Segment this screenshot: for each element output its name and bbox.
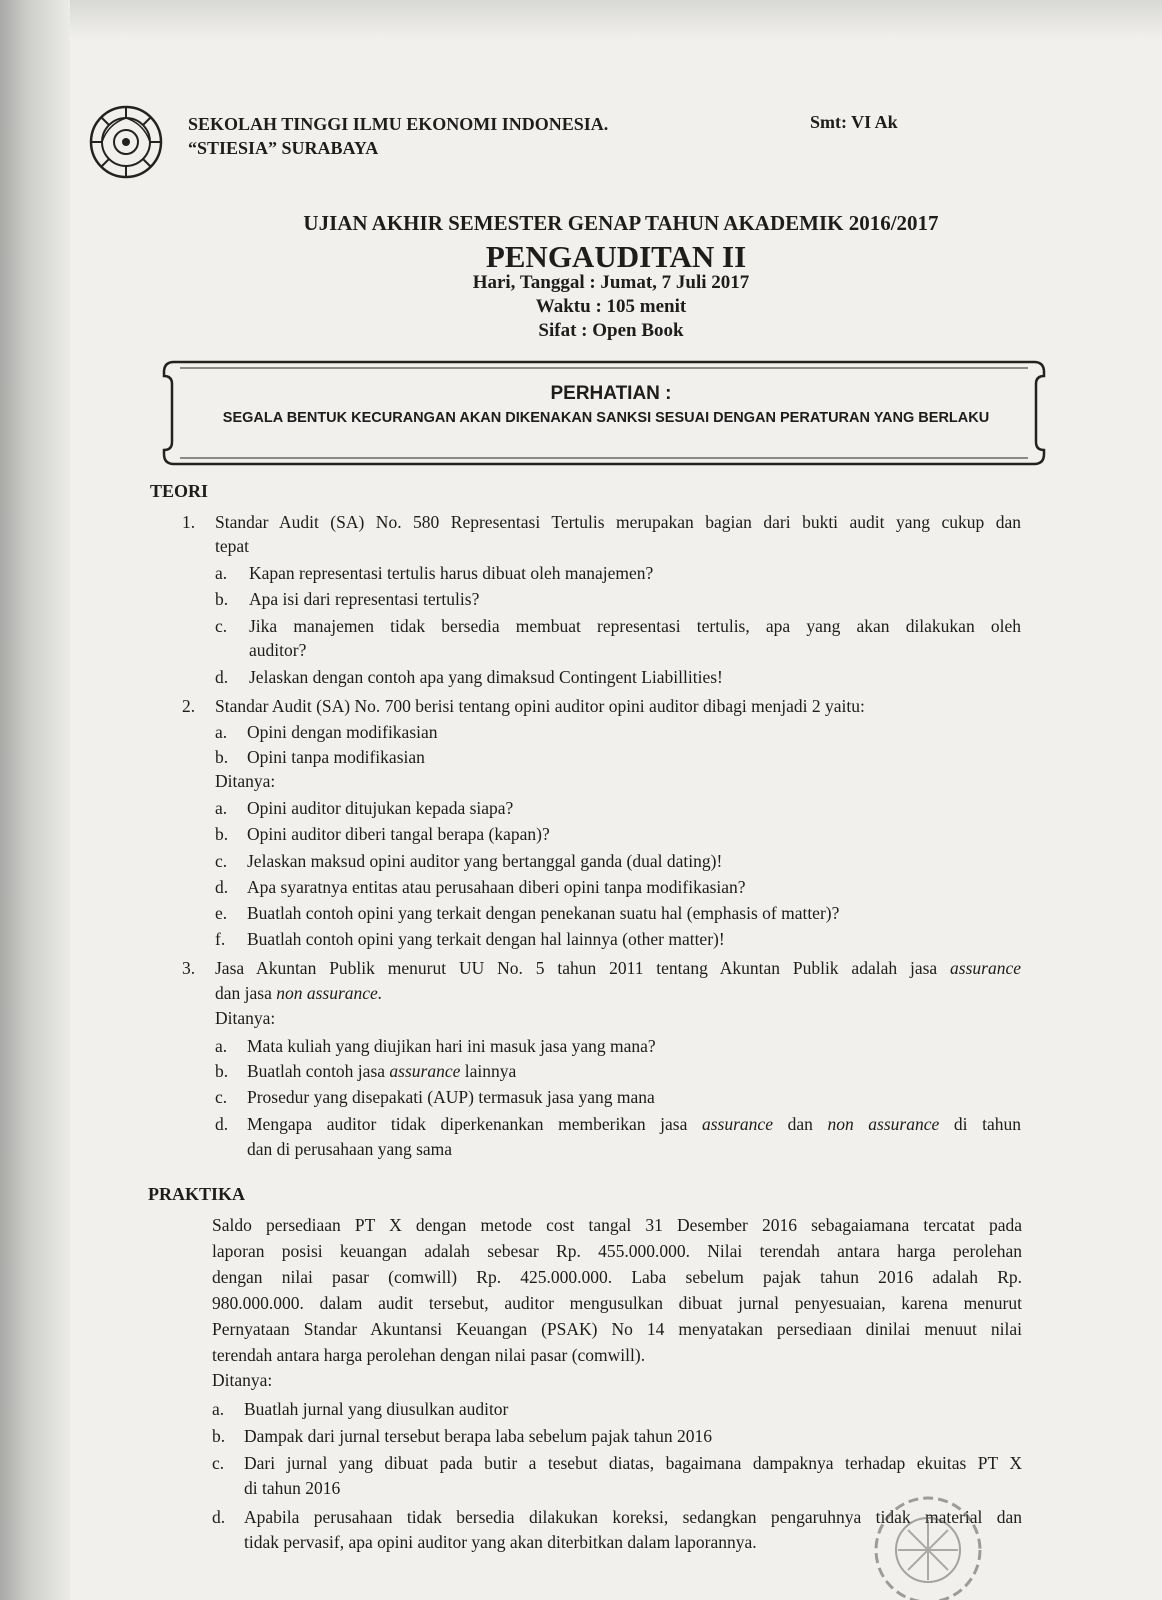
- q2-letter-a: a.: [215, 722, 228, 742]
- praktika-letter-d: d.: [212, 1507, 226, 1527]
- q1-item-b: Apa isi dari representasi tertulis?: [249, 589, 480, 609]
- q3-text-1a: Jasa Akuntan Publik menurut UU No. 5 tahun 2011 tentang Akuntan Publik adalah jasa: [215, 958, 951, 978]
- q2-letter-qf: f.: [215, 929, 226, 949]
- q2-question-d: Apa syaratnya entitas atau perusahaan diberi opini tanpa modifikasian?: [247, 877, 746, 897]
- q1-text-line2: tepat: [215, 536, 250, 556]
- q1-letter-c: c.: [215, 616, 228, 636]
- q1-text-line1: Standar Audit (SA) No. 580 Representasi Tertulis merupakan bagian dari bukti audit yang cukup dan: [215, 512, 1021, 532]
- institution-line-1: SEKOLAH TINGGI ILMU EKONOMI INDONESIA.: [188, 114, 609, 134]
- q1-number: 1.: [182, 512, 196, 532]
- q3-item-b-em: assurance: [389, 1061, 461, 1081]
- notice-title: PERHATIAN :: [550, 383, 672, 404]
- praktika-item-a: Buatlah jurnal yang diusulkan auditor: [244, 1399, 509, 1419]
- institution-name: [188, 112, 608, 160]
- stamp-seal: [858, 1480, 988, 1600]
- q2-question-c: Jelaskan maksud opini auditor yang bertanggal ganda (dual dating)!: [247, 851, 723, 871]
- q3-text-line2: [215, 981, 382, 1005]
- q2-number: 2.: [182, 696, 196, 716]
- q3-item-d-mid: dan: [772, 1114, 828, 1134]
- q2-letter-qd: d.: [215, 877, 229, 897]
- praktika-letter-a: a.: [212, 1399, 225, 1419]
- q2-letter-qb: b.: [215, 824, 229, 844]
- q3-text-2b: non assurance.: [276, 983, 383, 1003]
- praktika-item-c-line2: di tahun 2016: [244, 1478, 341, 1498]
- q2-ditanya: Ditanya:: [215, 771, 276, 791]
- praktika-item-d-line2: tidak pervasif, apa opini auditor yang akan diterbitkan dalam laporannya.: [244, 1532, 757, 1552]
- q3-item-d-post: di tahun: [939, 1114, 1021, 1134]
- q3-letter-b: b.: [215, 1061, 229, 1081]
- praktika-item-c-line1: Dari jurnal yang dibuat pada butir a tesebut diatas, bagaimana dampaknya terhadap ekuitas PT X: [244, 1453, 1022, 1473]
- q1-item-a: Kapan representasi tertulis harus dibuat oleh manajemen?: [249, 563, 654, 583]
- q2-letter-b: b.: [215, 747, 229, 767]
- q3-item-b: [247, 1059, 516, 1083]
- q3-item-d-pre: Mengapa auditor tidak diperkenankan memberikan jasa: [247, 1114, 702, 1134]
- q2-letter-qc: c.: [215, 851, 228, 871]
- q3-text-1b: assurance: [950, 958, 1021, 978]
- q3-number: 3.: [182, 958, 196, 978]
- q2-letter-qa: a.: [215, 798, 228, 818]
- section-praktika: PRAKTIKA: [148, 1184, 246, 1204]
- praktika-line-1: Saldo persediaan PT X dengan metode cost tangal 31 Desember 2016 sebagaiamana tercatat pada: [212, 1215, 1022, 1235]
- praktika-ditanya: Ditanya:: [212, 1370, 273, 1390]
- q1-letter-d: d.: [215, 667, 229, 687]
- praktika-line-6: terendah antara harga perolehan dengan nilai pasar (comwill).: [212, 1345, 646, 1365]
- semester-label: Smt: VI Ak: [810, 112, 898, 132]
- q2-question-f: Buatlah contoh opini yang terkait dengan hal lainnya (other matter)!: [247, 929, 725, 949]
- q1-item-d: Jelaskan dengan contoh apa yang dimaksud Contingent Liabillities!: [249, 667, 723, 687]
- exam-title: UJIAN AKHIR SEMESTER GENAP TAHUN AKADEMIK 2016/2017: [303, 211, 939, 235]
- q3-item-b-pre: Buatlah contoh jasa: [247, 1061, 390, 1081]
- q1-item-c-line1: Jika manajemen tidak bersedia membuat representasi tertulis, apa yang akan dilakukan oleh: [249, 616, 1021, 636]
- q3-ditanya: Ditanya:: [215, 1008, 276, 1028]
- scan-shadow-top: [0, 0, 1162, 40]
- praktika-letter-c: c.: [212, 1453, 225, 1473]
- q3-item-d-line1: [247, 1112, 1021, 1136]
- q2-question-b: Opini auditor diberi tangal berapa (kapan)?: [247, 824, 550, 844]
- institution-logo: [88, 104, 164, 180]
- exam-date: Hari, Tanggal : Jumat, 7 Juli 2017: [472, 272, 750, 293]
- q2-question-e: Buatlah contoh opini yang terkait dengan penekanan suatu hal (emphasis of matter)?: [247, 903, 840, 923]
- praktika-letter-b: b.: [212, 1426, 226, 1446]
- q2-option-b: Opini tanpa modifikasian: [247, 747, 425, 767]
- praktika-item-d-line1: Apabila perusahaan tidak bersedia dilakukan koreksi, sedangkan pengaruhnya tidak material dan: [244, 1507, 1022, 1527]
- q3-letter-a: a.: [215, 1036, 228, 1056]
- q3-item-d-em1: assurance: [702, 1114, 773, 1134]
- q2-letter-qe: e.: [215, 903, 228, 923]
- praktika-item-b: Dampak dari jurnal tersebut berapa laba sebelum pajak tahun 2016: [244, 1426, 712, 1446]
- q3-letter-d: d.: [215, 1114, 229, 1134]
- q3-text-line1: [215, 956, 1021, 980]
- q3-item-d-em2: non assurance: [827, 1114, 940, 1134]
- q2-option-a: Opini dengan modifikasian: [247, 722, 438, 742]
- q1-letter-b: b.: [215, 589, 229, 609]
- exam-duration: Waktu : 105 menit: [535, 296, 687, 317]
- course-title: PENGAUDITAN II: [485, 239, 747, 274]
- section-teori: TEORI: [150, 481, 209, 501]
- q3-item-d-line2: dan di perusahaan yang sama: [247, 1139, 453, 1159]
- q3-item-c: Prosedur yang disepakati (AUP) termasuk jasa yang mana: [247, 1087, 655, 1107]
- q3-text-2a: dan jasa: [215, 983, 277, 1003]
- institution-line-2: “STIESIA” SURABAYA: [188, 138, 379, 158]
- q3-item-b-post: lainnya: [460, 1061, 517, 1081]
- q3-item-a: Mata kuliah yang diujikan hari ini masuk jasa yang mana?: [247, 1036, 656, 1056]
- praktika-line-5: Pernyataan Standar Akuntansi Keuangan (PSAK) No 14 menyatakan persediaan dinilai menuut nilai: [212, 1319, 1022, 1339]
- q3-letter-c: c.: [215, 1087, 228, 1107]
- praktika-line-3: dengan nilai pasar (comwill) Rp. 425.000.000. Laba sebelum pajak tahun 2016 adalah Rp.: [212, 1267, 1022, 1287]
- praktika-line-2: laporan posisi keuangan adalah sebesar Rp. 455.000.000. Nilai terendah antara harga perolehan: [212, 1241, 1022, 1261]
- q2-text: Standar Audit (SA) No. 700 berisi tentang opini auditor opini auditor dibagi menjadi 2 yaitu:: [215, 696, 865, 716]
- q1-letter-a: a.: [215, 563, 228, 583]
- q2-question-a: Opini auditor ditujukan kepada siapa?: [247, 798, 514, 818]
- praktika-line-4: 980.000.000. dalam audit tersebut, auditor mengusulkan dibuat jurnal penyesuaian, karena menurut: [212, 1293, 1022, 1313]
- exam-nature: Sifat : Open Book: [538, 320, 684, 341]
- notice-body: SEGALA BENTUK KECURANGAN AKAN DIKENAKAN SANKSI SESUAI DENGAN PERATURAN YANG BERLAKU: [222, 410, 990, 426]
- q1-item-c-line2: auditor?: [249, 640, 307, 660]
